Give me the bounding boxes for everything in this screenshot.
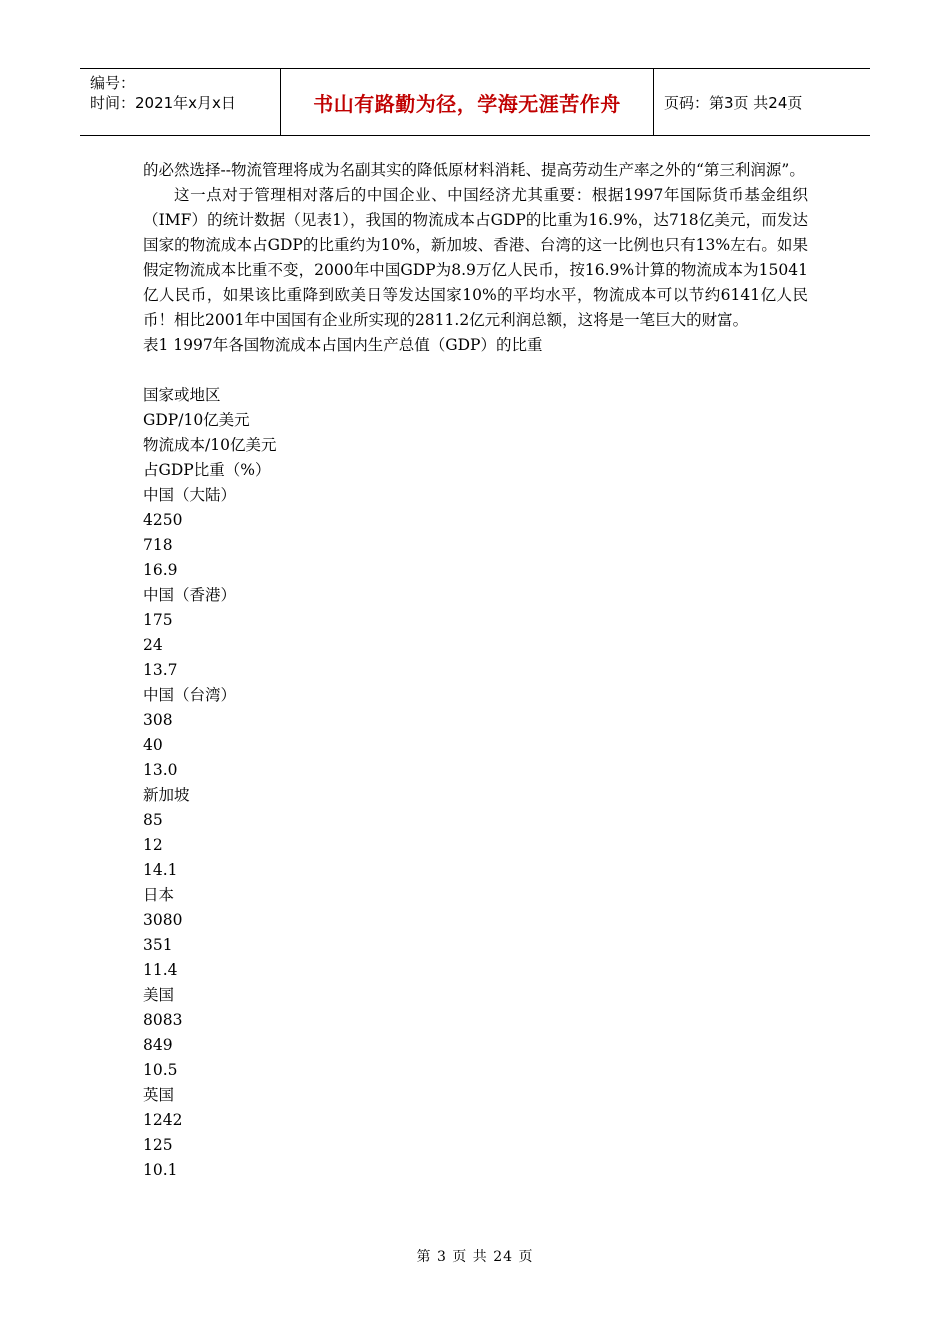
table-cell-region: 中国（香港） (143, 586, 237, 604)
table-cell-cost: 24 (143, 636, 163, 654)
table-header-cell: 国家或地区 (143, 386, 221, 404)
table-cell-gdp: 308 (143, 711, 173, 729)
table-cell-cost: 351 (143, 936, 173, 954)
table-cell-region: 美国 (143, 986, 175, 1004)
table-cell-ratio: 10.5 (143, 1061, 178, 1079)
table-cell-region: 新加坡 (143, 786, 190, 804)
table-cell-cost: 125 (143, 1136, 173, 1154)
table-header-cell: 物流成本/10亿美元 (143, 436, 277, 454)
table-caption: 表1 1997年各国物流成本占国内生产总值（GDP）的比重 (143, 336, 543, 354)
document-body (143, 158, 808, 1183)
table-cell-region: 中国（台湾） (143, 686, 237, 704)
header-page-info: 页码：第3页 共24页 (664, 93, 803, 112)
table-cell-gdp: 3080 (143, 911, 183, 929)
table-cell-ratio: 11.4 (143, 961, 178, 979)
time-label: 时间：2021年x月x日 (90, 94, 236, 112)
table-cell-ratio: 13.0 (143, 761, 178, 779)
paragraph-1: 的必然选择--物流管理将成为名副其实的降低原材料消耗、提高劳动生产率之外的“第三利润源”。 (143, 161, 805, 179)
table-header-cell: GDP/10亿美元 (143, 411, 250, 429)
number-label: 编号： (90, 74, 136, 92)
table-cell-cost: 849 (143, 1036, 173, 1054)
table-header-cell: 占GDP比重（%） (143, 461, 271, 479)
table-cell-ratio: 10.1 (143, 1161, 178, 1179)
table-cell-cost: 718 (143, 536, 173, 554)
table-cell-region: 日本 (143, 886, 175, 904)
table-cell-cost: 12 (143, 836, 163, 854)
logistics-table (143, 383, 808, 1183)
header-motto: 书山有路勤为径，学海无涯苦作舟 (281, 69, 654, 135)
table-cell-region: 英国 (143, 1086, 175, 1104)
table-cell-gdp: 85 (143, 811, 163, 829)
table-cell-gdp: 175 (143, 611, 173, 629)
table-cell-ratio: 13.7 (143, 661, 178, 679)
table-cell-gdp: 1242 (143, 1111, 183, 1129)
paragraph-2: 这一点对于管理相对落后的中国企业、中国经济尤其重要：根据1997年国际货币基金组织（IMF）的统计数据（见表1），我国的物流成本占GDP的比重为16.9%，达718亿美元，而发达国家的物流成本占GDP的比重约为10%，新加坡、香港、台湾的这一比例也只有13%左右。如果假定物流成本比重不变，2000年中国GDP为8.9万亿人民币，按16.9%计算的物流成本为15041亿人民币，如果该比重降到欧美日等发达国家10%的平均水平，物流成本可以节约6141亿人民币！相比2001年中国国有企业所实现的2811.2亿元利润总额，这将是一笔巨大的财富。 (143, 186, 808, 329)
table-cell-ratio: 16.9 (143, 561, 178, 579)
table-cell-gdp: 4250 (143, 511, 183, 529)
table-cell-region: 中国（大陆） (143, 486, 237, 504)
header-meta (80, 69, 281, 135)
spacer (143, 358, 808, 383)
table-cell-ratio: 14.1 (143, 861, 178, 879)
table-cell-gdp: 8083 (143, 1011, 183, 1029)
page-header (80, 68, 870, 136)
table-cell-cost: 40 (143, 736, 163, 754)
page-footer: 第 3 页 共 24 页 (416, 1249, 534, 1265)
